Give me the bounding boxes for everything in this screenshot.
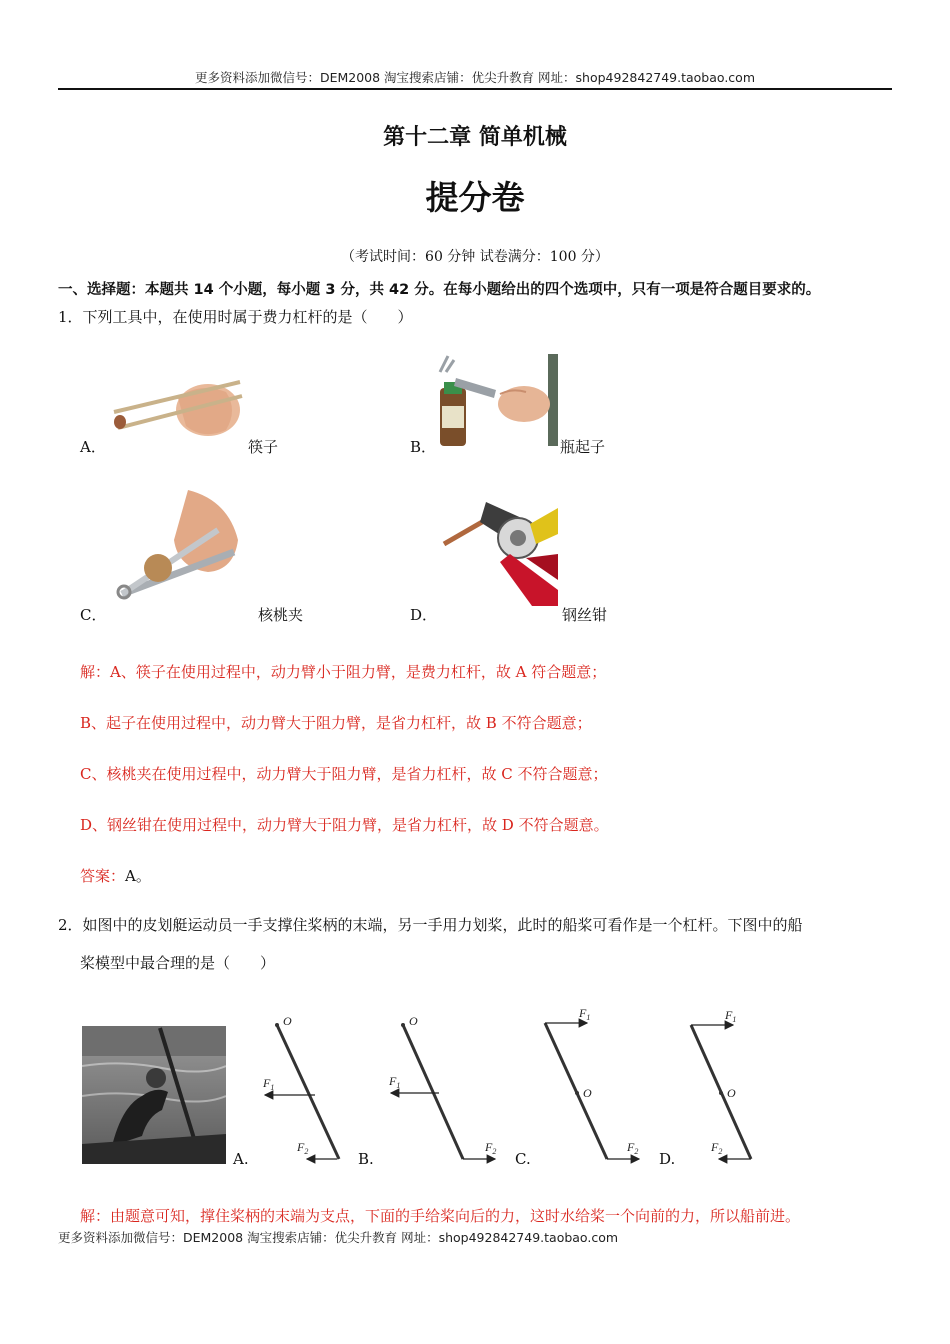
q2-option-a: A. [233,1150,249,1168]
q1-answer [80,865,151,886]
q1-option-a-name: 筷子 [248,438,279,456]
chapter-title: 第十二章 简单机械 [383,124,567,150]
diagram-a-pivot-label: O [283,1014,292,1028]
diagram-c-f1-label: $F_1$ [579,1006,591,1022]
diagram-c [545,1006,639,1159]
q1-option-b-name: 瓶起子 [560,438,606,456]
q1-solution-line-2: B、起子在使用过程中，动力臂大于阻力臂，是省力杠杆，故 B 不符合题意； [80,714,592,732]
q2-option-d: D. [659,1150,676,1168]
q1-option-d-letter: D． [410,606,438,624]
diagram-b-f2-label: $F_2$ [485,1140,497,1156]
q2-stem-line-1: 2．如图中的皮划艇运动员一手支撑住桨柄的末端，另一手用力划桨，此时的船桨可看作是一个杠杆。下图中的船 [58,916,803,934]
diagram-b-f1-label: $F_1$ [389,1074,401,1090]
footer-promo: 更多资料添加微信号：DEM2008 淘宝搜索店铺：优尖升教育 网址：shop492842749.taobao.com [58,1230,619,1245]
kayaker-photo [82,1026,226,1164]
q1-solution-line-1: 解：A、筷子在使用过程中，动力臂小于阻力臂，是费力杠杆，故 A 符合题意； [80,663,607,681]
chopsticks-image [108,368,248,448]
diagram-d-f2-label: $F_2$ [711,1140,723,1156]
q2-solution: 解：由题意可知，撑住桨柄的末端为支点，下面的手给桨向后的力，这时水给桨一个向前的力，所以船前进。 [80,1207,801,1225]
section-heading: 一、选择题：本题共 14 个小题，每小题 3 分，共 42 分。在每小题给出的四个选项中，只有一项是符合题目要求的。 [58,282,821,298]
paddle-diagrams [225,1005,785,1170]
q1-option-b-letter: B． [410,438,437,456]
page-title: 提分卷 [425,178,525,217]
q1-option-c-name: 核桃夹 [258,606,304,624]
diagram-a-f2-label: $F_2$ [297,1140,309,1156]
q1-option-d-name: 钢丝钳 [562,606,608,624]
q1-answer-value: A。 [125,867,151,885]
diagram-b-pivot-label: O [409,1014,418,1028]
diagram-c-pivot-label: O [583,1086,592,1100]
diagram-d-f1-label: $F_1$ [725,1008,737,1024]
q1-solution-line-4: D、钢丝钳在使用过程中，动力臂大于阻力臂，是省力杠杆，故 D 不符合题意。 [80,816,609,834]
q1-option-a-letter: A． [80,438,106,456]
q1-solution-line-3: C、核桃夹在使用过程中，动力臂大于阻力臂，是省力杠杆，故 C 不符合题意； [80,765,608,783]
diagram-c-f2-label: $F_2$ [627,1140,639,1156]
q1-answer-label: 答案： [80,867,126,885]
header-promo: 更多资料添加微信号：DEM2008 淘宝搜索店铺：优尖升教育 网址：shop492842749.taobao.com [194,70,756,85]
q2-option-c: C. [515,1150,531,1168]
bottle-opener-image [436,354,558,446]
exam-info: （考试时间：60 分钟 试卷满分：100 分） [341,249,609,265]
q1-option-c-letter: C． [80,606,107,624]
diagram-b [388,1014,496,1159]
q2-option-b: B. [358,1150,374,1168]
pliers-image [440,494,558,606]
q2-stem-line-2: 桨模型中最合理的是（ ） [80,954,276,972]
q1-stem: 1．下列工具中，在使用时属于费力杠杆的是（ ） [58,308,413,326]
diagram-d-pivot-label: O [727,1086,736,1100]
header-divider [58,88,892,90]
diagram-a [262,1014,339,1159]
diagram-d [691,1008,751,1159]
diagram-a-f1-label: $F_1$ [263,1076,275,1092]
nutcracker-image [108,490,248,602]
